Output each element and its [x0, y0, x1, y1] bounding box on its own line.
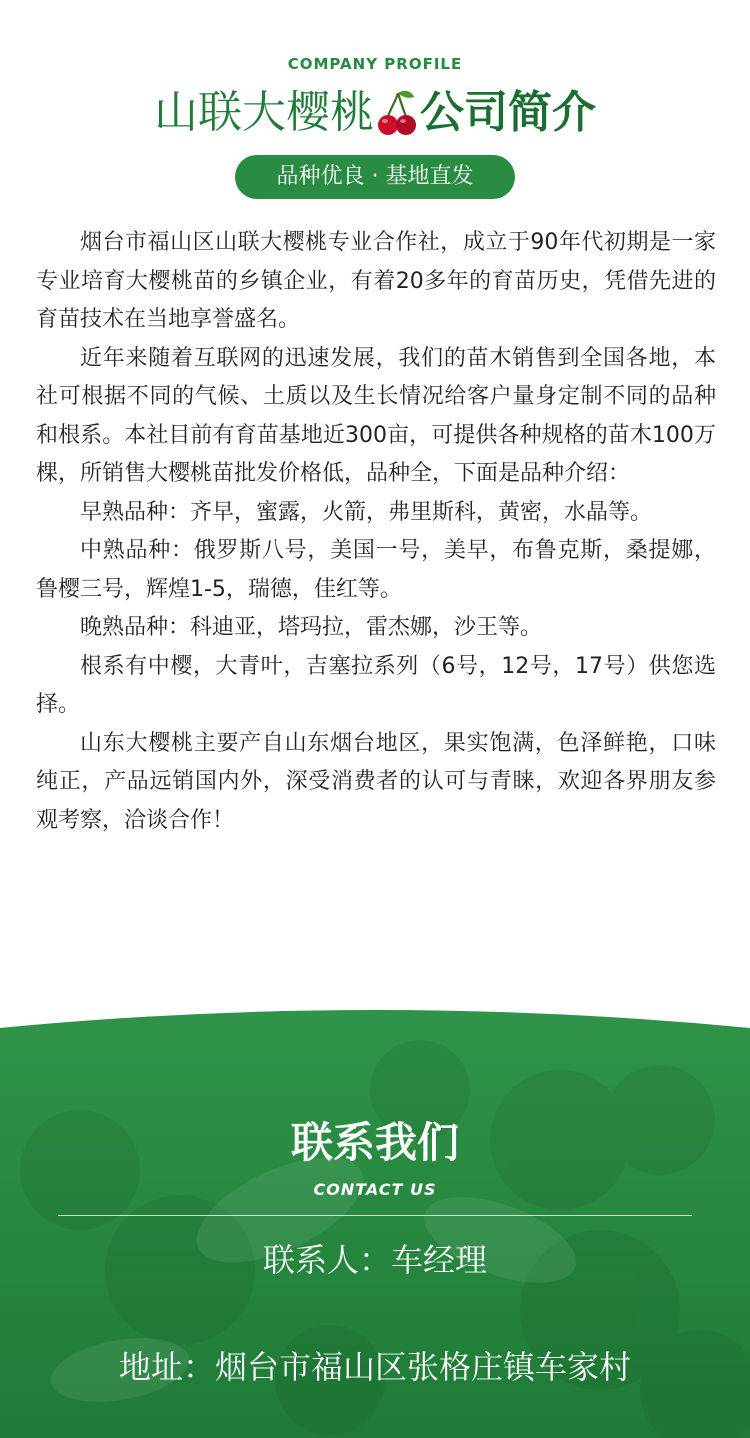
company-profile-label: COMPANY PROFILE [287, 55, 463, 73]
contact-address: 地址：烟台市福山区张格庄镇车家村 [118, 1348, 631, 1386]
page-title [0, 82, 750, 144]
title-brand: 山联大樱桃 [154, 87, 374, 138]
paragraph-mid-varieties: 中熟品种：俄罗斯八号，美国一号，美早，布鲁克斯，桑提娜，鲁樱三号，辉煌1-5，瑞德，佳红等。 [36, 538, 716, 602]
contact-title: 联系我们 [290, 1118, 459, 1167]
contact-divider [58, 1215, 692, 1216]
contact-person: 联系人：车经理 [262, 1241, 487, 1279]
cherry-icon [376, 87, 418, 139]
contact-subtitle-en: CONTACT US [313, 1180, 437, 1199]
paragraph-closing: 山东大樱桃主要产自山东烟台地区，果实饱满，色泽鲜艳，口味纯正，产品远销国内外，深受消费者的认可与青睐，欢迎各界朋友参观考察，洽谈合作！ [36, 730, 716, 833]
profile-content [36, 224, 716, 840]
paragraph-late-varieties: 晚熟品种：科迪亚，塔玛拉，雷杰娜，沙王等。 [80, 615, 543, 640]
paragraph-rootstock: 根系有中樱，大青叶，吉塞拉系列（6号，12号，17号）供您选择。 [36, 653, 716, 717]
paragraph-early-varieties: 早熟品种：齐早，蜜露，火箭，弗里斯科，黄密，水晶等。 [80, 499, 653, 525]
paragraph-intro: 烟台市福山区山联大樱桃专业合作社，成立于90年代初期是一家专业培育大樱桃苗的乡镇企业，有着20多年的育苗历史，凭借先进的育苗技术在当地享誉盛名。 [36, 230, 716, 332]
title-section: 公司简介 [420, 87, 596, 138]
slogan-badge: 品种优良 · 基地直发 [235, 155, 515, 199]
paragraph-business: 近年来随着互联网的迅速发展，我们的苗木销售到全国各地，本社可根据不同的气候、土质以及生长情况给客户量身定制不同的品种和根系。本社目前有育苗基地近300亩，可提供各种规格的苗木100万棵，所销售大樱桃苗批发价格低，品种全，下面是品种介绍： [36, 345, 716, 486]
header [0, 0, 750, 210]
